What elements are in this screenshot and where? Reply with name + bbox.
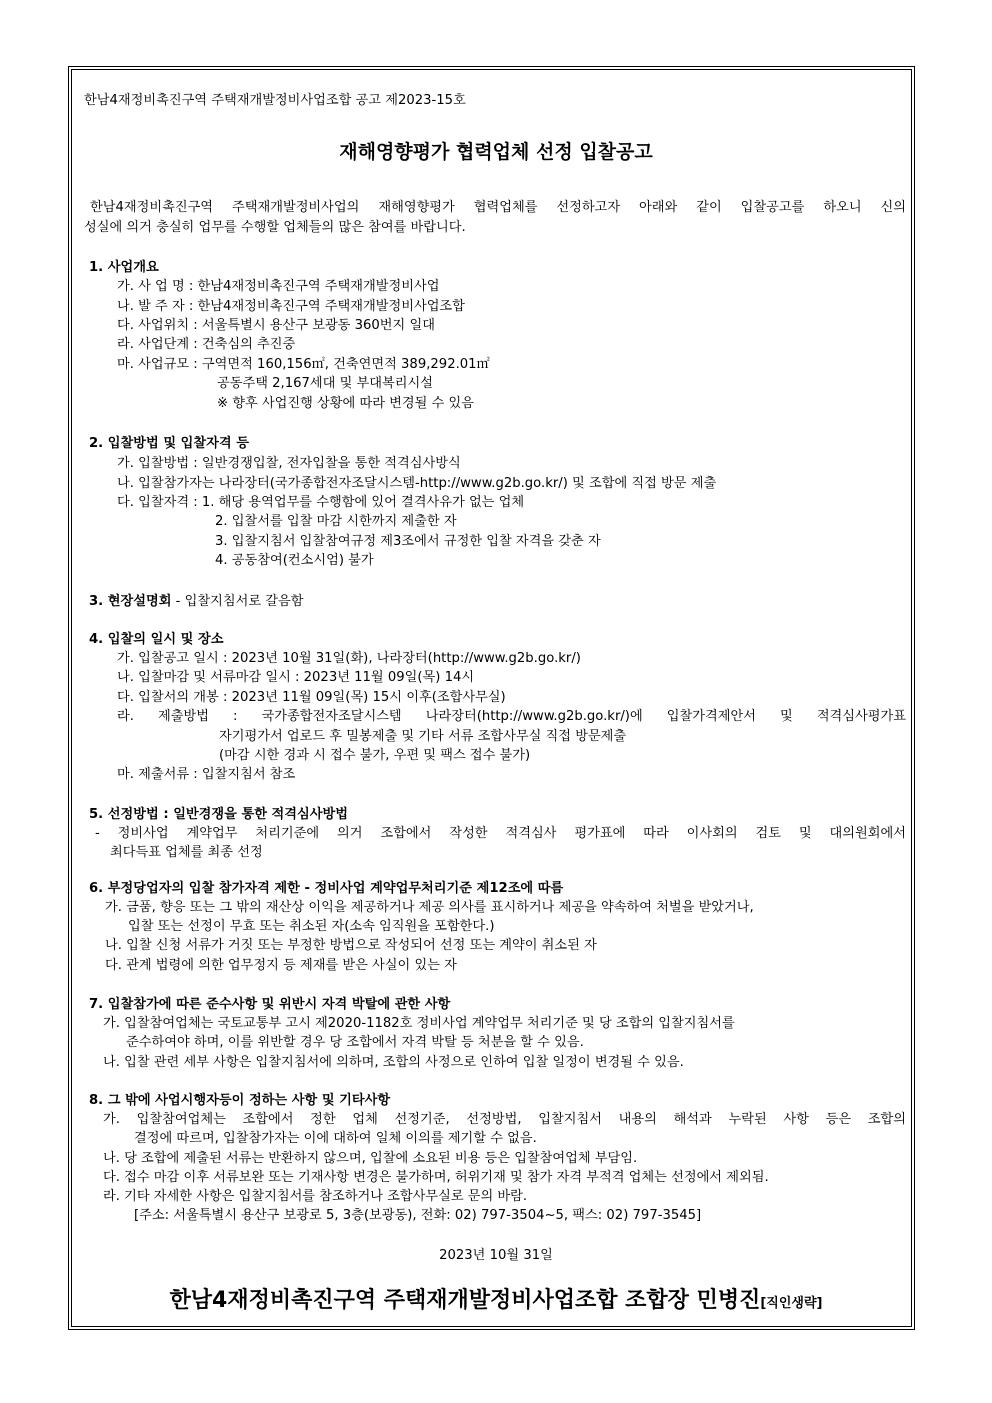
s8-line-4: 다. 접수 마감 이후 서류보완 또는 기재사항 변경은 불가하며, 허위기재 및 참가 자격 부적격 업체는 선정에서 제외됨. (103, 1170, 769, 1185)
seal-omitted: [직인생략] (760, 1296, 823, 1311)
s6-line-4: 다. 관계 법령에 의한 업무정지 등 제재를 받은 사실이 있는 자 (105, 958, 457, 973)
issue-date: 2023년 10월 31일 (439, 1248, 553, 1263)
section-4-heading: 4. 입찰의 일시 및 장소 (89, 632, 224, 647)
s8-line-1: 가. 입찰참여업체는 조합에서 정한 업체 선정기준, 선정방법, 입찰지침서 내용의 해석과 누락된 사항 등은 조합의 (103, 1112, 906, 1127)
s5-line-1: - 정비사업 계약업무 처리기준에 의거 조합에서 작성한 적격심사 평가표에 따라 이사회의 검토 및 대의원회에서 (95, 826, 906, 841)
s7-line-1: 가. 입찰참여업체는 국토교통부 고시 제2020-1182호 정비사업 계약업무 처리기준 및 당 조합의 입찰지침서를 (103, 1016, 735, 1031)
s4-line-7: 마. 제출서류 : 입찰지침서 참조 (117, 767, 296, 782)
s8-line-6: [주소: 서울특별시 용산구 보광로 5, 3층(보광동), 전화: 02) 797-3504~5, 팩스: 02) 797-3545] (134, 1208, 702, 1223)
section-8-heading: 8. 그 밖에 사업시행자등이 정하는 사항 및 기타사항 (89, 1093, 391, 1108)
s8-line-1-wrap (103, 1110, 906, 1130)
s7-line-3: 나. 입찰 관련 세부 사항은 입찰지침서에 의하며, 조합의 사정으로 인하여 입찰 일정이 변경될 수 있음. (103, 1055, 684, 1070)
s8-line-3: 나. 당 조합에 제출된 서류는 반환하지 않으며, 입찰에 소요된 비용 등은 입찰참여업체 부담임. (103, 1151, 638, 1166)
s1-line-1: 가. 사 업 명 : 한남4재정비촉진구역 주택재개발정비사업 (117, 279, 440, 294)
section-3-text: - 입찰지침서로 갈음함 (171, 594, 304, 609)
s8-line-2: 결정에 따르며, 입찰참가자는 이에 대하여 일체 이의를 제기할 수 없음. (134, 1131, 537, 1146)
s4-line-6: (마감 시한 경과 시 접수 불가, 우편 및 팩스 접수 불가) (219, 748, 531, 763)
s5-line-2: 최다득표 업체를 최종 선정 (110, 845, 263, 860)
s1-line-3: 다. 사업위치 : 서울특별시 용산구 보광동 360번지 일대 (117, 318, 435, 333)
intro-line-1: 한남4재정비촉진구역 주택재개발정비사업의 재해영향평가 협력업체를 선정하고자 아래와 같이 입찰공고를 하오니 신의 (90, 200, 906, 215)
s1-line-4: 라. 사업단계 : 건축심의 추진중 (117, 337, 296, 352)
s2-line-2: 나. 입찰참가자는 나라장터(국가종합전자조달시스템-http://www.g2b.go.kr/) 및 조합에 직접 방문 제출 (117, 476, 717, 491)
notice-number: 한남4재정비촉진구역 주택재개발정비사업조합 공고 제2023-15호 (84, 93, 466, 108)
s4-line-4-wrap (117, 707, 906, 727)
s1-line-2: 나. 발 주 자 : 한남4재정비촉진구역 주택재개발정비사업조합 (117, 299, 465, 314)
intro-paragraph (84, 198, 906, 238)
s2-line-1: 가. 입찰방법 : 일반경쟁입찰, 전자입찰을 통한 적격심사방식 (117, 456, 461, 471)
s6-line-2: 입찰 또는 선정이 무효 또는 취소된 자(소속 임직원을 포함한다.) (128, 919, 495, 934)
s1-line-6: 공동주택 2,167세대 및 부대복리시설 (217, 376, 433, 391)
section-3-heading: 3. 현장설명회 (89, 594, 172, 609)
s2-line-4: 2. 입찰서를 입찰 마감 시한까지 제출한 자 (215, 514, 457, 529)
s7-line-2: 준수하여야 하며, 이를 위반할 경우 당 조합에서 자격 박탈 등 처분을 할 수 있음. (126, 1035, 584, 1050)
s1-line-5: 마. 사업규모 : 구역면적 160,156㎡, 건축연면적 389,292.01㎡ (117, 357, 490, 372)
section-7-heading: 7. 입찰참가에 따른 준수사항 및 위반시 자격 박탈에 관한 사항 (89, 997, 451, 1012)
section-6-heading: 6. 부정당업자의 입찰 참가자격 제한 - 정비사업 계약업무처리기준 제12조에 따름 (89, 881, 564, 896)
signature: 한남4재정비촉진구역 주택재개발정비사업조합 조합장 민병진 (169, 1288, 761, 1313)
s4-line-4: 라. 제출방법 : 국가종합전자조달시스템 나라장터(http://www.g2b.go.kr/)에 입찰가격제안서 및 적격심사평가표 (117, 709, 906, 724)
s2-line-6: 4. 공동참여(컨소시엄) 불가 (215, 553, 374, 568)
section-3 (89, 592, 303, 612)
s4-line-3: 다. 입찰서의 개봉 : 2023년 11월 09일(목) 15시 이후(조합사무실) (117, 690, 506, 705)
signature-block (0, 1283, 992, 1314)
s5-line-1-wrap (95, 824, 906, 844)
s1-line-7: ※ 향후 사업진행 상황에 따라 변경될 수 있음 (217, 396, 474, 411)
s6-line-3: 나. 입찰 신청 서류가 거짓 또는 부정한 방법으로 작성되어 선정 또는 계약이 취소된 자 (105, 938, 597, 953)
s4-line-5: 자기평가서 업로드 후 밀봉제출 및 기타 서류 조합사무실 직접 방문제출 (219, 729, 627, 744)
s2-line-5: 3. 입찰지침서 입찰참여규정 제3조에서 규정한 입찰 자격을 갖춘 자 (215, 534, 601, 549)
s2-line-3: 다. 입찰자격 : 1. 해당 용역업무를 수행함에 있어 결격사유가 없는 업체 (117, 495, 525, 510)
s4-line-1: 가. 입찰공고 일시 : 2023년 10월 31일(화), 나라장터(http://www.g2b.go.kr/) (117, 651, 581, 666)
section-1-heading: 1. 사업개요 (89, 260, 159, 275)
s6-line-1: 가. 금품, 향응 또는 그 밖의 재산상 이익을 제공하거나 제공 의사를 표시하거나 제공을 약속하여 처벌을 받았거나, (105, 900, 754, 915)
intro-line-2: 성실에 의거 충실히 업무를 수행할 업체들의 많은 참여를 바랍니다. (84, 220, 466, 235)
section-2-heading: 2. 입찰방법 및 입찰자격 등 (89, 436, 249, 451)
section-5-heading: 5. 선정방법 : 일반경쟁을 통한 적격심사방법 (89, 807, 348, 822)
document-title: 재해영향평가 협력업체 선정 입찰공고 (339, 141, 653, 163)
s8-line-5: 라. 기타 자세한 사항은 입찰지침서를 참조하거나 조합사무실로 문의 바람. (103, 1189, 528, 1204)
s4-line-2: 나. 입찰마감 및 서류마감 일시 : 2023년 11월 09일(목) 14시 (117, 670, 475, 685)
